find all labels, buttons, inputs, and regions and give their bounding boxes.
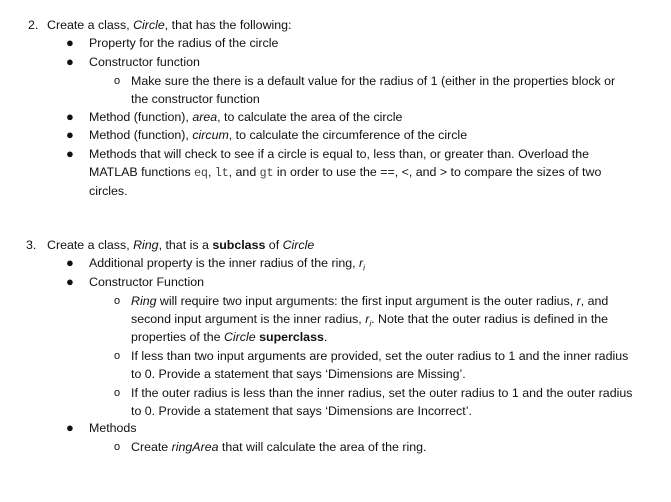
- q2-intro: Create a class, Circle, that has the following:: [47, 18, 292, 32]
- q2-number: 2.: [28, 18, 39, 32]
- sub-bullet-icon: o: [114, 441, 121, 453]
- q3-incorrect-line2: to 0. Provide a statement that says ‘Dimensions are Incorrect’.: [131, 404, 472, 418]
- bullet-icon: ●: [66, 54, 74, 69]
- q3-bullet-methods: Methods: [89, 421, 137, 435]
- bullet-icon: ●: [66, 127, 74, 142]
- q3-ring-args-line2: second input argument is the inner radius, $r_i$. Note that the outer radius is defined in the: [131, 312, 609, 329]
- bullet-icon: ●: [66, 274, 74, 289]
- q3-ring-args-line1: Ring will require two input arguments: the first input argument is the outer radius, r, and: [131, 294, 609, 308]
- q3-bullet-constructor: Constructor Function: [89, 275, 205, 289]
- bullet-icon: ●: [66, 255, 74, 270]
- sub-bullet-icon: o: [114, 295, 121, 307]
- q3-bullet-inner-radius: Additional property is the inner radius of the ring, $r_i$: [89, 256, 365, 273]
- q2-bullet-constructor: Constructor function: [89, 55, 200, 69]
- q2-default-radius-line1: Make sure the there is a default value for the radius of 1 (either in the properties block or: [131, 74, 616, 88]
- q2-bullet-compare-line2: MATLAB functions eq, lt, and gt in order to use the ==, <, and > to compare the sizes of two: [89, 165, 602, 180]
- q2-bullet-radius: Property for the radius of the circle: [89, 36, 279, 50]
- sub-bullet-icon: o: [114, 75, 121, 87]
- q3-missing-line1: If less than two input arguments are provided, set the outer radius to 1 and the inner radius: [131, 349, 629, 363]
- q2-bullet-compare-line1: Methods that will check to see if a circle is equal to, less than, or greater than. Overload the: [89, 147, 590, 161]
- q2-bullet-area: Method (function), area, to calculate the area of the circle: [89, 110, 403, 124]
- q3-ring-area: Create ringArea that will calculate the area of the ring.: [131, 440, 427, 454]
- q3-missing-line2: to 0. Provide a statement that says ‘Dimensions are Missing’.: [131, 367, 466, 381]
- q2-default-radius-line2: the constructor function: [131, 92, 260, 106]
- q3-number: 3.: [26, 238, 37, 252]
- q2-bullet-compare-line3: circles.: [89, 184, 128, 198]
- bullet-icon: ●: [66, 35, 74, 50]
- bullet-icon: ●: [66, 420, 74, 435]
- sub-bullet-icon: o: [114, 350, 121, 362]
- bullet-icon: ●: [66, 109, 74, 124]
- sub-bullet-icon: o: [114, 387, 121, 399]
- q3-incorrect-line1: If the outer radius is less than the inner radius, set the outer radius to 1 and the outer radius: [131, 386, 633, 400]
- q2-bullet-circum: Method (function), circum, to calculate the circumference of the circle: [89, 128, 468, 142]
- q3-intro: Create a class, Ring, that is a subclass of Circle: [47, 238, 315, 252]
- q3-ring-args-line3: properties of the Circle superclass.: [131, 330, 328, 344]
- bullet-icon: ●: [66, 146, 74, 161]
